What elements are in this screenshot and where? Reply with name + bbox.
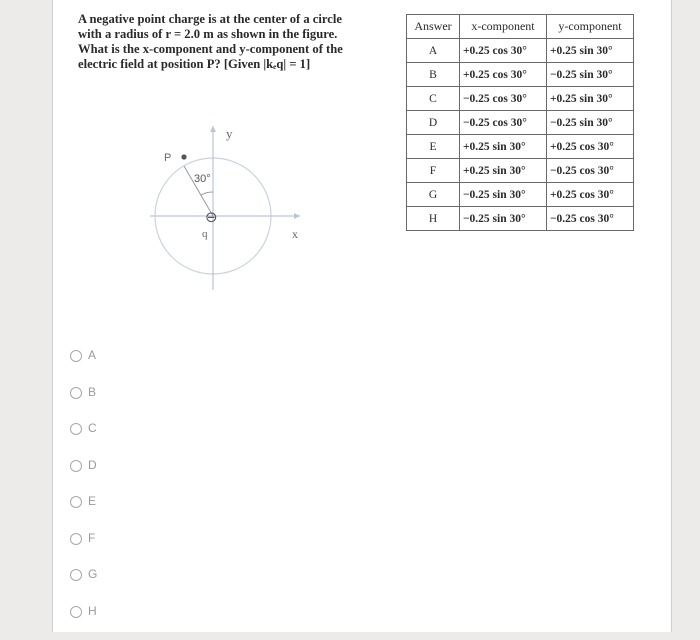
x-axis-label: x bbox=[292, 227, 298, 241]
table-header-row bbox=[407, 15, 634, 39]
radio-button[interactable] bbox=[70, 569, 82, 581]
radio-button[interactable] bbox=[70, 387, 82, 399]
x-component-cell: −0.25 cos 30° bbox=[460, 87, 547, 111]
angle-label: 30° bbox=[194, 173, 211, 185]
table-row bbox=[407, 87, 634, 111]
y-component-cell: +0.25 sin 30° bbox=[547, 87, 634, 111]
question-text bbox=[78, 12, 370, 72]
option-label: B bbox=[88, 385, 96, 399]
table-row bbox=[407, 159, 634, 183]
option-g[interactable] bbox=[70, 567, 97, 604]
option-f[interactable] bbox=[70, 531, 97, 568]
answer-cell: C bbox=[407, 87, 460, 111]
radio-button[interactable] bbox=[70, 533, 82, 545]
y-component-cell: −0.25 cos 30° bbox=[547, 159, 634, 183]
circle-figure bbox=[150, 120, 330, 300]
y-component-cell: +0.25 cos 30° bbox=[547, 183, 634, 207]
x-axis-arrow bbox=[294, 213, 300, 219]
answer-cell: G bbox=[407, 183, 460, 207]
table-header: Answer bbox=[407, 15, 460, 39]
answer-cell: B bbox=[407, 63, 460, 87]
table-header: y-component bbox=[547, 15, 634, 39]
table-row bbox=[407, 39, 634, 63]
table-row bbox=[407, 183, 634, 207]
x-component-cell: +0.25 cos 30° bbox=[460, 39, 547, 63]
answer-cell: E bbox=[407, 135, 460, 159]
option-b[interactable] bbox=[70, 385, 97, 422]
y-component-cell: −0.25 sin 30° bbox=[547, 111, 634, 135]
angle-arc bbox=[201, 192, 213, 195]
option-a[interactable] bbox=[70, 348, 97, 385]
table-row bbox=[407, 111, 634, 135]
option-label: A bbox=[88, 348, 96, 362]
question-line: electric field at position P? [Given |kₑq| = 1] bbox=[78, 57, 370, 72]
option-label: F bbox=[88, 531, 95, 545]
x-component-cell: +0.25 cos 30° bbox=[460, 63, 547, 87]
y-component-cell: +0.25 sin 30° bbox=[547, 39, 634, 63]
table-header: x-component bbox=[460, 15, 547, 39]
x-component-cell: +0.25 sin 30° bbox=[460, 159, 547, 183]
radio-button[interactable] bbox=[70, 350, 82, 362]
y-component-cell: +0.25 cos 30° bbox=[547, 135, 634, 159]
answer-cell: D bbox=[407, 111, 460, 135]
radio-button[interactable] bbox=[70, 423, 82, 435]
option-d[interactable] bbox=[70, 458, 97, 495]
question-line: A negative point charge is at the center of a circle bbox=[78, 12, 370, 27]
radio-button[interactable] bbox=[70, 496, 82, 508]
x-component-cell: −0.25 sin 30° bbox=[460, 183, 547, 207]
y-axis-arrow bbox=[210, 126, 216, 132]
answer-cell: F bbox=[407, 159, 460, 183]
option-label: G bbox=[88, 567, 97, 581]
answer-table bbox=[406, 14, 634, 231]
point-p-marker bbox=[181, 154, 186, 159]
table-row bbox=[407, 63, 634, 87]
charge-label: q bbox=[202, 228, 208, 240]
charge-icon: ⊖ bbox=[205, 208, 218, 226]
question-line: with a radius of r = 2.0 m as shown in the figure. bbox=[78, 27, 370, 42]
table-row bbox=[407, 135, 634, 159]
option-h[interactable] bbox=[70, 604, 97, 640]
option-label: D bbox=[88, 458, 97, 472]
point-p-label: P bbox=[164, 152, 171, 164]
answer-cell: A bbox=[407, 39, 460, 63]
x-component-cell: −0.25 cos 30° bbox=[460, 111, 547, 135]
answer-cell: H bbox=[407, 207, 460, 231]
y-component-cell: −0.25 cos 30° bbox=[547, 207, 634, 231]
x-component-cell: +0.25 sin 30° bbox=[460, 135, 547, 159]
answer-options bbox=[70, 348, 97, 640]
y-component-cell: −0.25 sin 30° bbox=[547, 63, 634, 87]
y-axis-label: y bbox=[226, 126, 233, 141]
question-line: What is the x-component and y-component of the bbox=[78, 42, 370, 57]
x-component-cell: −0.25 sin 30° bbox=[460, 207, 547, 231]
option-e[interactable] bbox=[70, 494, 97, 531]
radio-button[interactable] bbox=[70, 606, 82, 618]
table-row bbox=[407, 207, 634, 231]
radio-button[interactable] bbox=[70, 460, 82, 472]
option-label: C bbox=[88, 421, 97, 435]
option-label: H bbox=[88, 604, 97, 618]
option-label: E bbox=[88, 494, 96, 508]
option-c[interactable] bbox=[70, 421, 97, 458]
